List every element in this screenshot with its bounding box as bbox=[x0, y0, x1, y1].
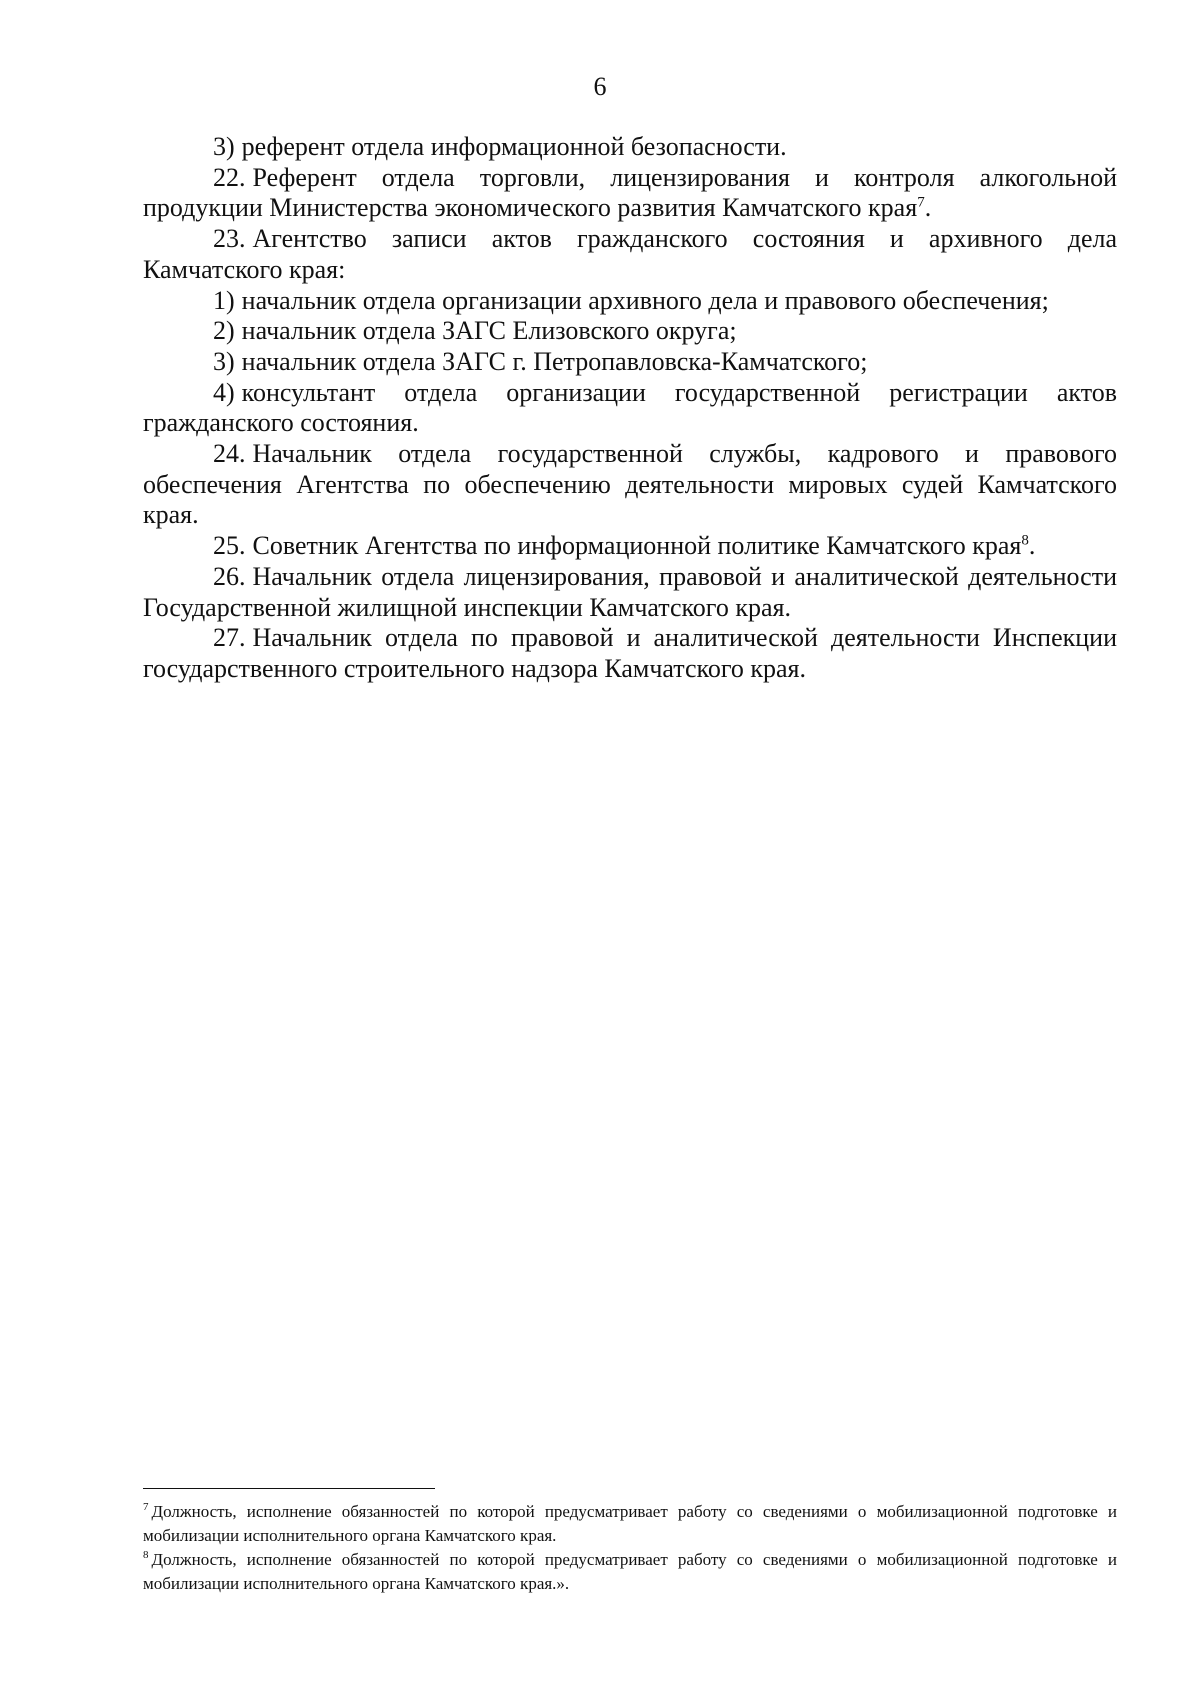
item-marker: 4) bbox=[213, 377, 235, 407]
document-body bbox=[143, 132, 1117, 685]
item-text: Начальник отдела по правовой и аналитической деятельности Инспекции государственного строительного надзора Камчатского края. bbox=[143, 623, 1117, 683]
item-marker: 2) bbox=[213, 316, 235, 346]
item-text: начальник отдела ЗАГС Елизовского округа; bbox=[241, 316, 737, 346]
item-marker: 3) bbox=[213, 132, 235, 161]
footnote-text: Должность, исполнение обязанностей по которой предусматривает работу со сведениями о мобилизационной подготовке и мобилизации исполнительного органа Камчатского края. bbox=[143, 1502, 1117, 1545]
list-item bbox=[143, 531, 1117, 562]
item-marker: 25. bbox=[213, 531, 246, 561]
item-text: Начальник отдела государственной службы, кадрового и правового обеспечения Агентства по обеспечению деятельности мировых судей Камчатского края. bbox=[143, 439, 1117, 530]
item-text-end: . bbox=[924, 193, 932, 223]
item-text: начальник отдела организации архивного дела и правового обеспечения; bbox=[241, 285, 1049, 315]
footnote bbox=[143, 1500, 1117, 1548]
footnote-reference: 7 bbox=[917, 194, 925, 211]
footnote bbox=[143, 1548, 1117, 1596]
footnote-text: Должность, исполнение обязанностей по которой предусматривает работу со сведениями о мобилизационной подготовке и мобилизации исполнительного органа Камчатского края.». bbox=[143, 1550, 1117, 1593]
item-marker: 23. bbox=[213, 224, 246, 254]
item-text: начальник отдела ЗАГС г. Петропавловска-Камчатского; bbox=[241, 346, 868, 376]
item-text: референт отдела информационной безопасности. bbox=[241, 132, 787, 161]
list-item bbox=[143, 347, 1117, 378]
list-item bbox=[143, 163, 1117, 224]
footnotes bbox=[143, 1500, 1117, 1596]
list-item bbox=[143, 378, 1117, 439]
item-marker: 1) bbox=[213, 285, 235, 315]
list-item bbox=[143, 562, 1117, 623]
item-text: Референт отдела торговли, лицензирования и контроля алкогольной продукции Министерства экономического развития Камчатского края bbox=[143, 162, 1117, 223]
item-text: Агентство записи актов гражданского состояния и архивного дела Камчатского края: bbox=[143, 224, 1117, 284]
item-marker: 26. bbox=[213, 561, 246, 591]
page-number: 6 bbox=[593, 72, 607, 101]
list-item bbox=[143, 316, 1117, 347]
footnote-divider bbox=[143, 1488, 435, 1489]
item-text: консультант отдела организации государственной регистрации актов гражданского состояния. bbox=[143, 377, 1117, 438]
list-item bbox=[143, 286, 1117, 317]
footnote-mark: 8 bbox=[143, 1549, 149, 1562]
item-marker: 3) bbox=[213, 346, 235, 376]
footnote-reference: 8 bbox=[1021, 532, 1029, 549]
item-text: Начальник отдела лицензирования, правовой и аналитической деятельности Государственной жилищной инспекции Камчатского края. bbox=[143, 561, 1117, 622]
item-marker: 22. bbox=[213, 162, 246, 192]
list-item bbox=[143, 224, 1117, 285]
list-item bbox=[143, 132, 1117, 163]
item-marker: 24. bbox=[213, 439, 246, 469]
footnote-mark: 7 bbox=[143, 1501, 149, 1514]
item-text: Советник Агентства по информационной политике Камчатского края bbox=[252, 531, 1022, 561]
item-marker: 27. bbox=[213, 623, 246, 653]
item-text-end: . bbox=[1028, 531, 1036, 561]
list-item bbox=[143, 623, 1117, 684]
list-item bbox=[143, 439, 1117, 531]
